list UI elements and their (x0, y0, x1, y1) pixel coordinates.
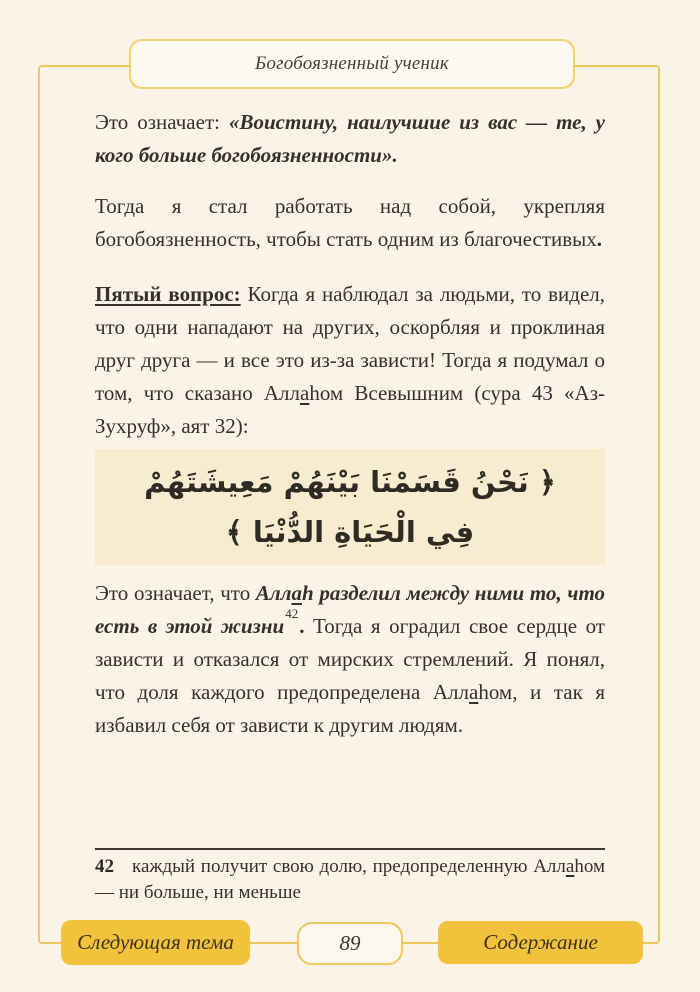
quran-verse-box (95, 449, 605, 565)
bold-italic-text: h разделил между ними то, что есть в этой жизни (95, 581, 605, 638)
paragraph-text: Тогда я оградил свое сердце от зависти и отказался от мирских стремлений. Я понял, что доля каждого предопределена Алл (95, 614, 605, 704)
underlined-letter: а (291, 581, 302, 605)
footnote-text: каждый получит свою долю, предопределенную Алл (132, 856, 566, 877)
paragraph-text: Это означает, что (95, 581, 256, 605)
bold-period: . (596, 227, 602, 251)
table-of-contents-button[interactable]: Содержание (438, 921, 643, 964)
footnote-42 (95, 854, 605, 906)
paragraph-verse-meaning (95, 577, 605, 742)
paragraph-fifth-question (95, 278, 605, 443)
paragraph-text: hом, и так я избавил себя от зависти к другим людям. (95, 680, 605, 737)
question-lead: Пятый вопрос: (95, 282, 241, 306)
paragraph-text: Это означает: (95, 110, 229, 134)
page-content (95, 106, 605, 742)
paragraph-text: Тогда я стал работать над собой, укрепляя богобоязненность, чтобы стать одним из благочестивых (95, 194, 605, 251)
underlined-letter: а (565, 856, 575, 877)
footnote-divider (95, 848, 605, 850)
bold-period: . (299, 614, 305, 638)
paragraph-self-work (95, 190, 605, 256)
paragraph-text: hом Всевышним (сура 43 «Аз-Зухруф», аят 32): (95, 381, 605, 438)
underlined-letter: а (299, 381, 310, 405)
footnote-marker: 42 (95, 856, 114, 877)
paragraph-text: Когда я наблюдал за людьми, то видел, что одни нападают на других, оскорбляя и проклиная друг друга — и все это из-за зависти! Тогда я подумал о том, что сказано Алл (95, 282, 605, 405)
chapter-header (129, 39, 575, 89)
next-topic-button[interactable]: Следующая тема (61, 920, 250, 965)
quran-verse-line-1: ﴿ نَحْنُ قَسَمْنَا بَيْنَهُمْ مَعِيشَتَهُمْ (144, 465, 556, 499)
chapter-title: Богобоязненный ученик (255, 53, 449, 74)
quran-verse-line-2: فِي الْحَيَاةِ الدُّنْيَا ﴾ (225, 515, 475, 549)
page-number-indicator (297, 922, 403, 965)
bold-italic-quote: «Воистину, наилучшие из вас — те, у кого больше богобоязненности». (95, 110, 605, 167)
bold-italic-text: Алл (255, 581, 292, 605)
underlined-letter: а (468, 680, 479, 704)
footnote-area (95, 848, 605, 906)
footnote-text: hом — ни больше, ни меньше (95, 856, 605, 903)
page-number: 89 (339, 931, 361, 955)
footnote-ref-42[interactable]: 42 (285, 606, 299, 621)
paragraph-meaning-quote (95, 106, 605, 172)
